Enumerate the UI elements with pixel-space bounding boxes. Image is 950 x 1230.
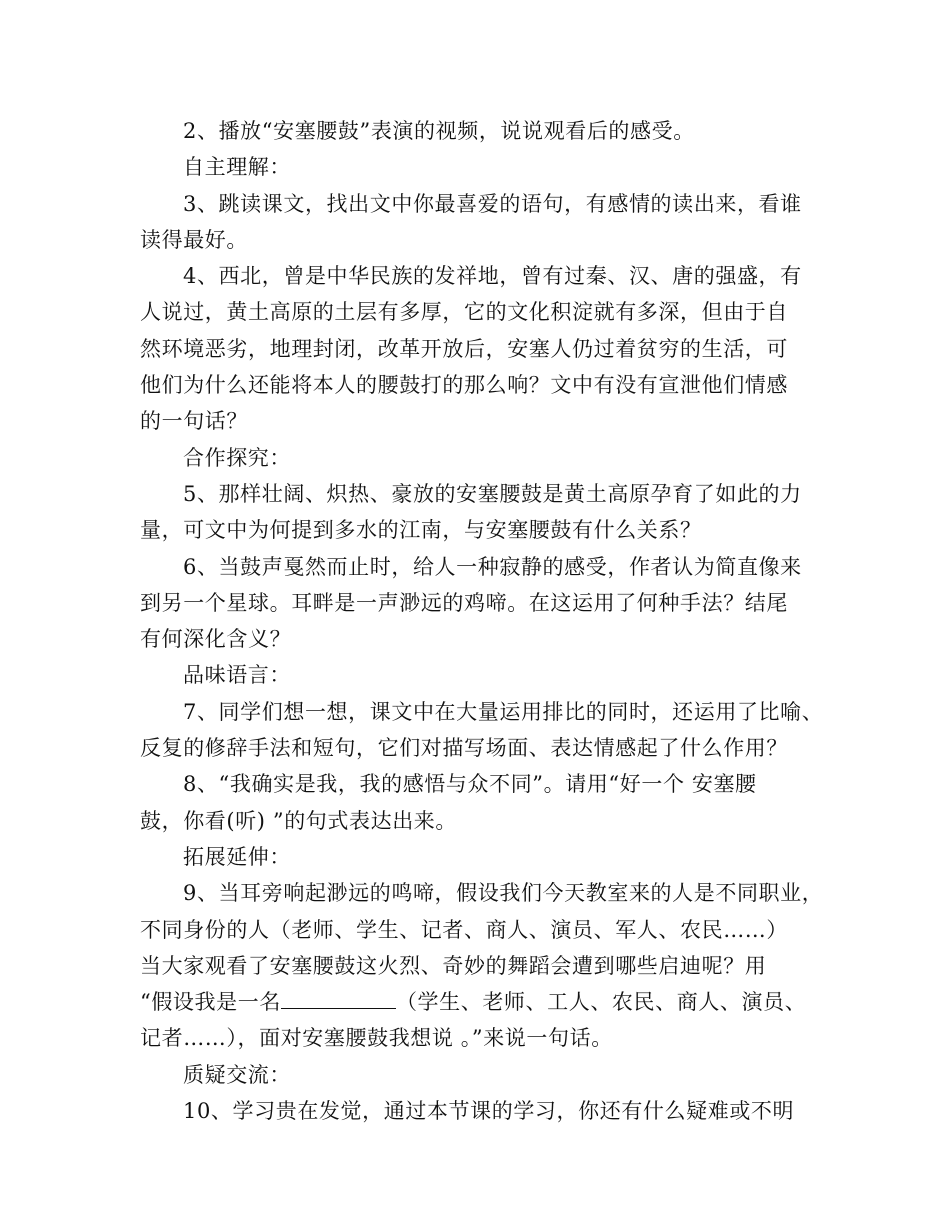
text-line: 10、学习贵在发觉，通过本节课的学习，你还有什么疑难或不明 bbox=[183, 1099, 795, 1124]
text-line: 7、同学们想一想，课文中在大量运用排比的同时，还运用了比喻、 bbox=[183, 699, 824, 724]
text-line: 5、那样壮阔、炽热、豪放的安塞腰鼓是黄土高原孕育了如此的力 bbox=[183, 481, 802, 506]
text-line: 6、当鼓声戛然而止时，给人一种寂静的感受，作者认为简直像来 bbox=[183, 554, 802, 579]
text-line: 8、“我确实是我，我的感悟与众不同”。请用“好一个 安塞腰 bbox=[183, 772, 757, 797]
section-heading: 自主理解： bbox=[183, 155, 291, 180]
section-heading: 品味语言： bbox=[183, 663, 291, 688]
text-line: 4、西北，曾是中华民族的发祥地，曾有过秦、汉、唐的强盛，有 bbox=[183, 264, 802, 289]
text-line: 到另一个星球。耳畔是一声渺远的鸡啼。在这运用了何种手法？结尾 bbox=[140, 590, 788, 615]
text-segment: “假设我是一名 bbox=[140, 990, 281, 1015]
text-line: 当大家观看了安塞腰鼓这火烈、奇妙的舞蹈会遭到哪些启迪呢？用 bbox=[140, 953, 767, 978]
text-line: 3、跳读课文，找出文中你最喜爱的语句，有感情的读出来，看谁 bbox=[183, 191, 802, 216]
text-line: 2、播放“安塞腰鼓”表演的视频，说说观看后的感受。 bbox=[183, 119, 695, 143]
text-line: 读得最好。 bbox=[140, 227, 248, 252]
text-line: 有何深化含义？ bbox=[140, 627, 292, 652]
section-heading: 质疑交流： bbox=[183, 1062, 291, 1087]
text-line: 量，可文中为何提到多水的江南，与安塞腰鼓有什么关系？ bbox=[140, 518, 702, 543]
text-line: 人说过，黄土高原的土层有多厚，它的文化积淀就有多深，但由于自 bbox=[140, 300, 788, 325]
text-line: 9、当耳旁响起渺远的鸣啼，假设我们今天教室来的人是不同职业， bbox=[183, 881, 824, 906]
text-line: 鼓，你看(听) ”的句式表达出来。 bbox=[140, 808, 457, 833]
text-line: 反复的修辞手法和短句，它们对描写场面、表达情感起了什么作用？ bbox=[140, 736, 788, 761]
section-heading: 拓展延伸： bbox=[183, 844, 291, 869]
text-line: 然环境恶劣，地理封闭，改革开放后，安塞人仍过着贫穷的生活，可 bbox=[140, 336, 788, 361]
text-line-with-blank bbox=[140, 984, 810, 1020]
text-line: 不同身份的人（老师、学生、记者、商人、演员、军人、农民……） bbox=[140, 917, 788, 942]
section-heading: 合作探究： bbox=[183, 445, 291, 470]
text-line: 他们为什么还能将本人的腰鼓打的那么响？文中有没有宣泄他们情感 bbox=[140, 373, 788, 398]
text-segment: （学生、老师、工人、农民、商人、演员、 bbox=[395, 990, 807, 1015]
document-body bbox=[140, 113, 824, 1129]
fill-in-blank bbox=[281, 990, 396, 1009]
text-line: 的一句话？ bbox=[140, 409, 248, 434]
text-line: 记者……），面对安塞腰鼓我想说 。”来说一句话。 bbox=[140, 1026, 613, 1051]
